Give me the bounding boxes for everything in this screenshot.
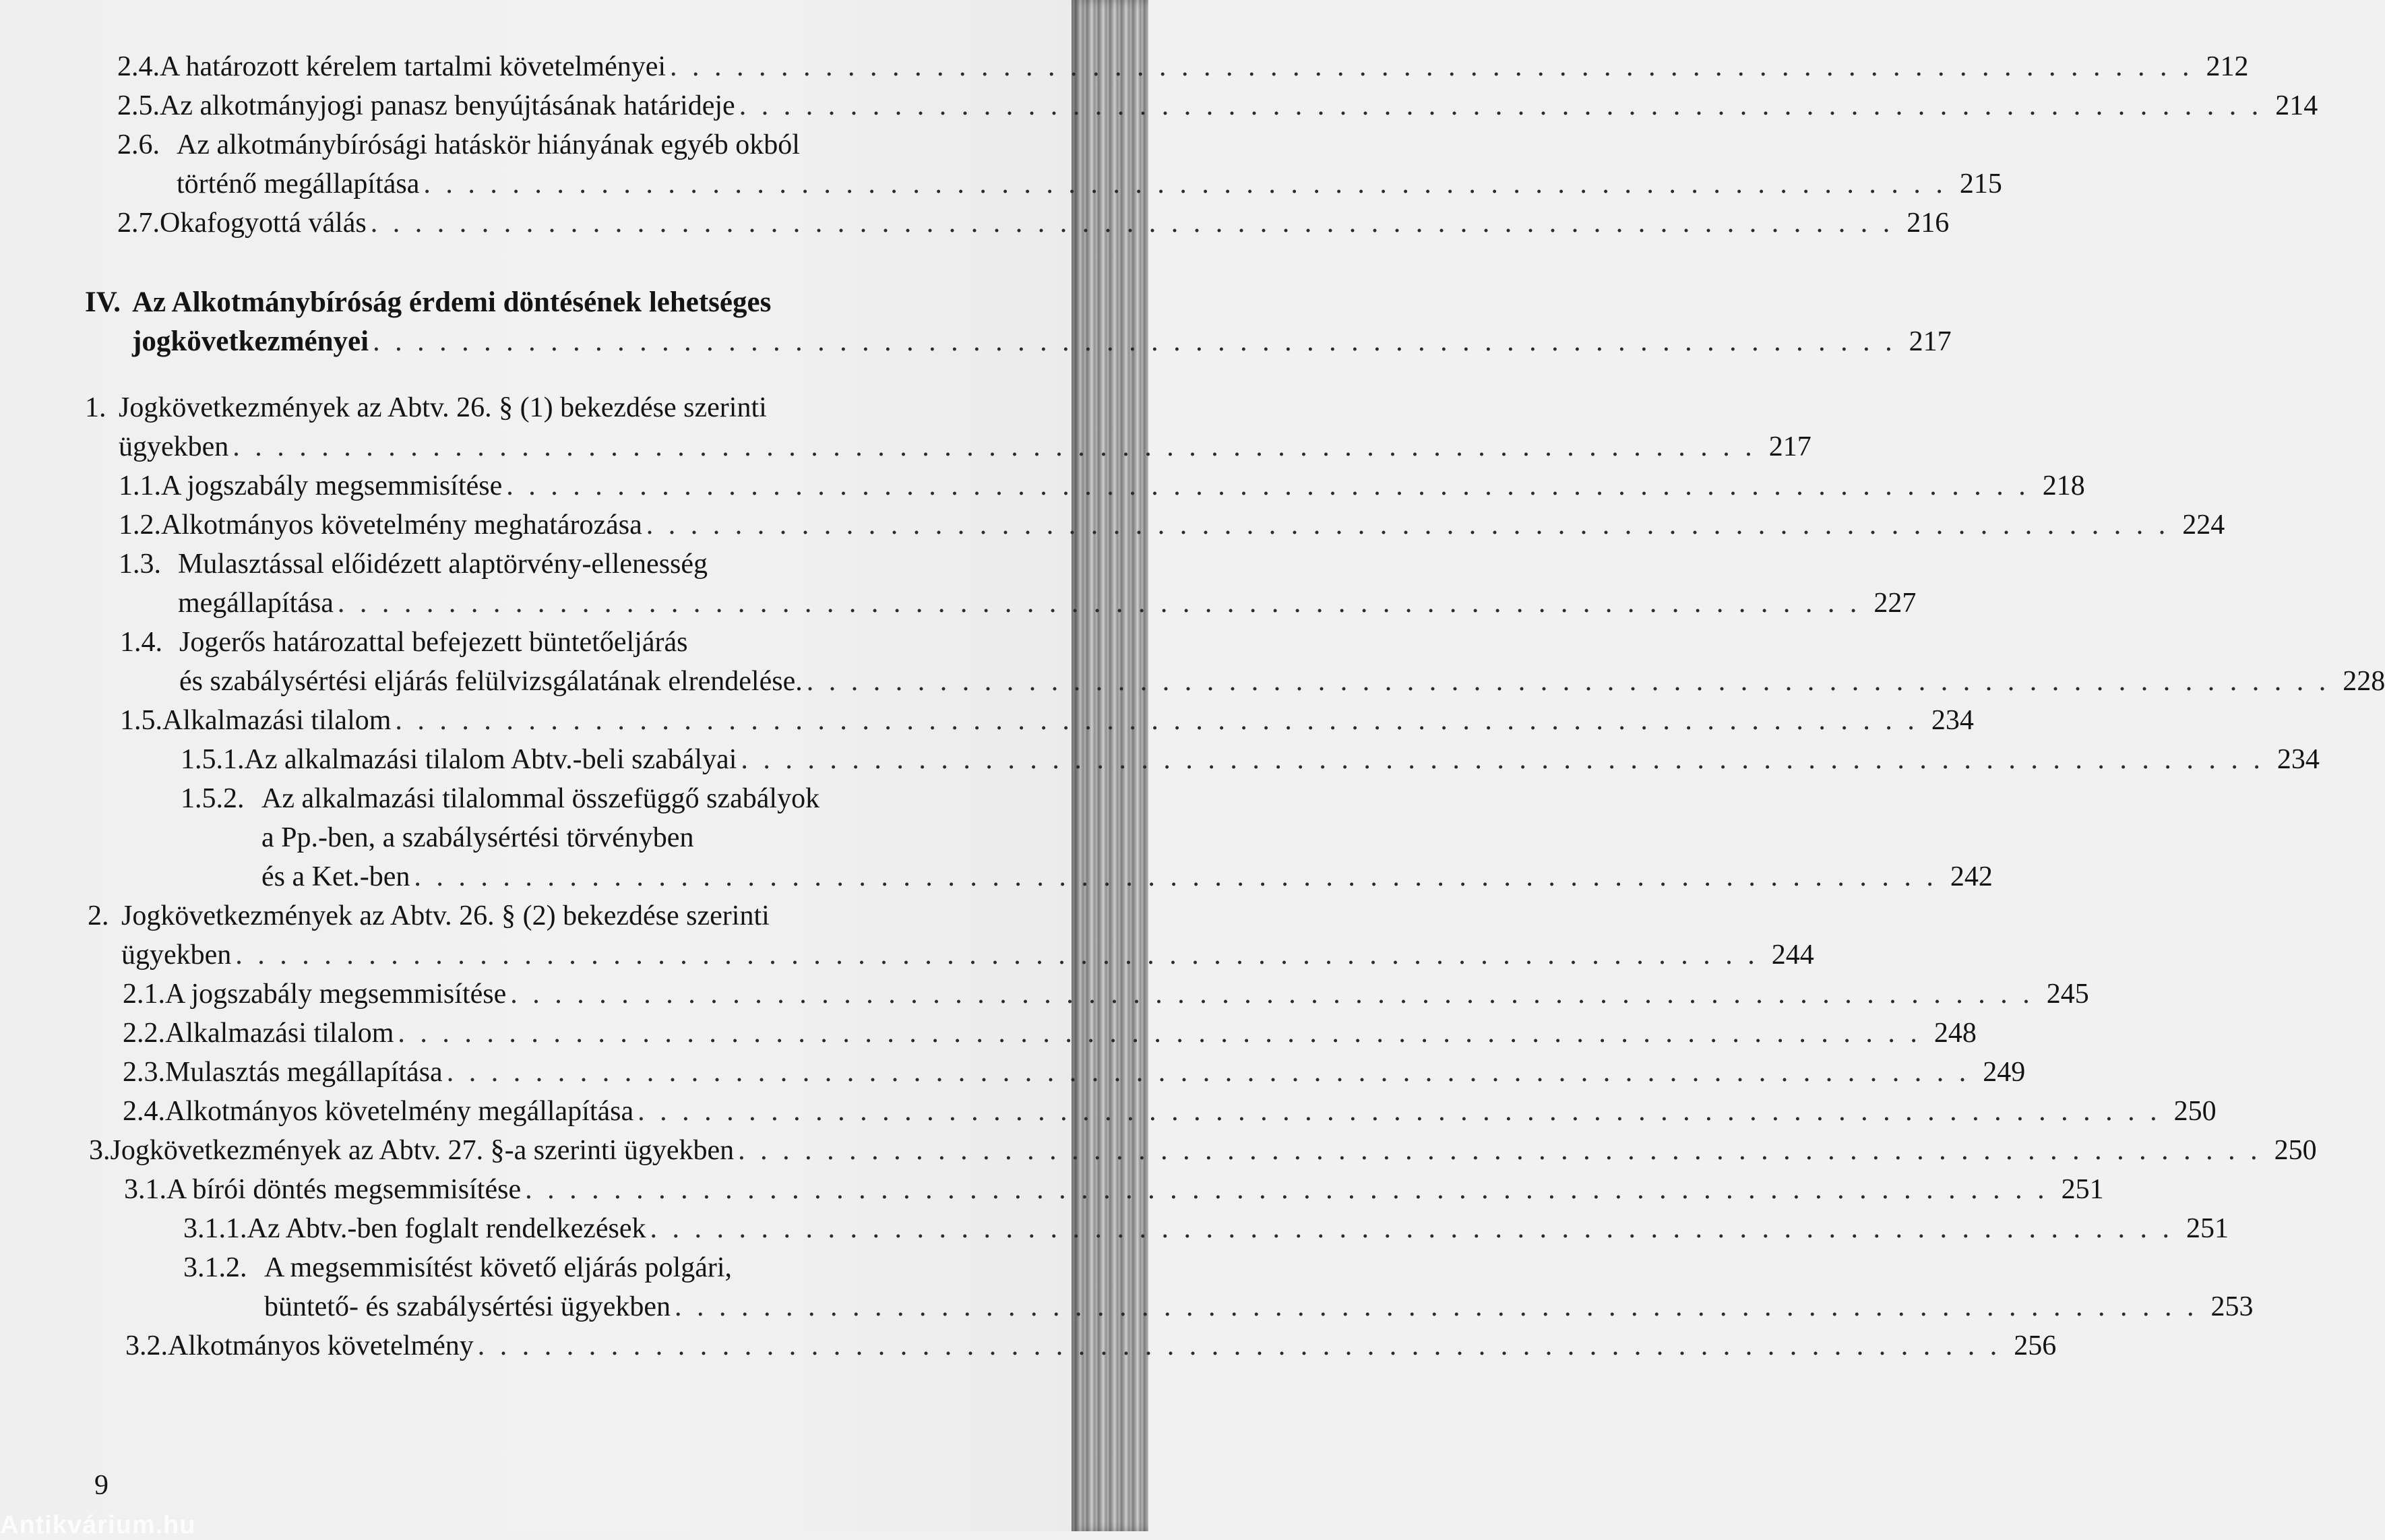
toc-entry-title-line — [183, 1248, 732, 1287]
toc-entry — [117, 47, 2249, 86]
toc-entry-number: 1.5.1. — [181, 744, 245, 775]
leader-dots: . . . . . . . . . . . . . . . . . . . . . . . . . . . . . . . . . . . . . . . . . . . . . . . . . . . . . . . . . . . . . . . . . . . . . — [741, 744, 2264, 775]
toc-entry-number: 1. — [85, 392, 106, 423]
toc-entry-number: 1.5. — [120, 705, 162, 736]
toc-entry-title: Alkotmányos követelmény meghatározása — [161, 510, 642, 541]
toc-entry-title-line — [120, 623, 687, 662]
leader-dots: . . . . . . . . . . . . . . . . . . . . . . . . . . . . . . . . . . . . . . . . . . . . . . . . . . . . . . . . . . . . . . . . . . . . . — [739, 90, 2263, 121]
toc-entry — [179, 662, 2385, 701]
toc-entry-title-line — [88, 896, 770, 935]
toc-entry-title: Az alkotmánybírósági hatáskör hiányának egyéb okból — [177, 129, 800, 160]
chapter-number: IV. — [85, 286, 121, 318]
toc-entry-page: 212 — [2206, 51, 2249, 82]
toc-entry-title: Jogkövetkezmények az Abtv. 26. § (1) bekezdése szerinti — [119, 392, 767, 423]
toc-entry-page: 250 — [2173, 1096, 2217, 1127]
toc-entry-number: 2.4. — [117, 51, 160, 82]
leader-dots: . . . . . . . . . . . . . . . . . . . . . . . . . . . . . . . . . . . . . . . . . . . . . . . . . . . . . . . . . . . . . . . . . . . . . — [398, 1018, 1921, 1049]
toc-entry-title: A bírói döntés megsemmisítése — [166, 1174, 522, 1205]
leader-dots: . . . . . . . . . . . . . . . . . . . . . . . . . . . . . . . . . . . . . . . . . . . . . . . . . . . . . . . . . . . . . . . . . . . . . — [233, 431, 1756, 462]
leader-dots: . . . . . . . . . . . . . . . . . . . . . . . . . . . . . . . . . . . . . . . . . . . . . . . . . . . . . . . . . . . . . . . . . . . . . — [395, 705, 1919, 736]
toc-entry-page: 245 — [2046, 979, 2089, 1010]
toc-entry-number: 2.7. — [117, 208, 160, 239]
toc-entry-title-line — [117, 125, 800, 164]
leader-dots: . . . . . . . . . . . . . . . . . . . . . . . . . . . . . . . . . . . . . . . . . . . . . . . . . . . . . . . . . . . . . . . . . . . . . — [337, 588, 1861, 619]
toc-entry-title-continued: ügyekben — [121, 940, 232, 971]
leader-dots: . . . . . . . . . . . . . . . . . . . . . . . . . . . . . . . . . . . . . . . . . . . . . . . . . . . . . . . . . . . . . . . . . . . . . — [674, 1291, 2198, 1322]
toc-entry-title-continued: megállapítása — [178, 588, 334, 619]
toc-entry-page: 228 — [2343, 666, 2385, 697]
toc-entry-title-continued: a Pp.-ben, a szabálysértési törvényben — [261, 822, 694, 853]
toc-entry-title: Alkalmazási tilalom — [162, 705, 392, 736]
toc-entry — [117, 204, 1950, 243]
toc-entry-number: 2. — [88, 900, 109, 931]
toc-entry — [119, 466, 2085, 505]
toc-entry-page: 227 — [1873, 588, 1917, 619]
toc-entry-title: Az alkotmányjogi panasz benyújtásának határideje — [160, 90, 735, 121]
leader-dots: . . . . . . . . . . . . . . . . . . . . . . . . . . . . . . . . . . . . . . . . . . . . . . . . . . . . . . . . . . . . . . . . . . . . . — [370, 208, 1894, 239]
toc-entry-title-line — [181, 779, 819, 818]
leader-dots: . . . . . . . . . . . . . . . . . . . . . . . . . . . . . . . . . . . . . . . . . . . . . . . . . . . . . . . . . . . . . . . . . . . . . — [525, 1174, 2049, 1205]
toc-entry-title: Alkotmányos követelmény megállapítása — [165, 1096, 634, 1127]
toc-entry-title: A jogszabály megsemmisítése — [161, 470, 503, 501]
leader-dots: . . . . . . . . . . . . . . . . . . . . . . . . . . . . . . . . . . . . . . . . . . . . . . . . . . . . . . . . . . . . . . . . . . . . . — [650, 1213, 2174, 1244]
leader-dots: . . . . . . . . . . . . . . . . . . . . . . . . . . . . . . . . . . . . . . . . . . . . . . . . . . . . . . . . . . . . . . . . . . . . . — [373, 326, 1896, 357]
leader-dots: . . . . . . . . . . . . . . . . . . . . . . . . . . . . . . . . . . . . . . . . . . . . . . . . . . . . . . . . . . . . . . . . . . . . . — [477, 1330, 2002, 1361]
chapter-title: Az Alkotmánybíróság érdemi döntésének lehetséges — [132, 286, 772, 318]
toc-entry-page: 251 — [2186, 1213, 2229, 1244]
toc-entry-title-line — [85, 388, 767, 427]
toc-entry-title: A megsemmisítést követő eljárás polgári, — [264, 1252, 733, 1283]
toc-entry — [120, 701, 1974, 740]
chapter-title-continued: jogkövetkezményei — [132, 326, 369, 357]
toc-entry-page: 217 — [1768, 431, 1811, 462]
toc-entry — [121, 935, 1814, 975]
toc-entry-title: Jogkövetkezmények az Abtv. 27. §-a szerinti ügyekben — [110, 1135, 735, 1166]
toc-entry — [119, 505, 2225, 545]
toc-entry-number: 3.1.1. — [183, 1213, 247, 1244]
toc-entry — [181, 740, 2320, 779]
toc-entry — [123, 1053, 2026, 1092]
toc-entry-title: Az alkalmazási tilalommal összefüggő szabályok — [261, 783, 820, 814]
toc-entry-number: 2.1. — [123, 979, 165, 1010]
toc-entry — [261, 857, 1993, 896]
toc-entry-number: 3.2. — [125, 1330, 168, 1361]
chapter-heading — [85, 283, 771, 322]
leader-dots: . . . . . . . . . . . . . . . . . . . . . . . . . . . . . . . . . . . . . . . . . . . . . . . . . . . . . . . . . . . . . . . . . . . . . — [510, 979, 2034, 1010]
toc-entry-number: 3.1. — [124, 1174, 166, 1205]
toc-entry-title: Jogerős határozattal befejezett büntetőeljárás — [179, 627, 688, 658]
leader-dots: . . . . . . . . . . . . . . . . . . . . . . . . . . . . . . . . . . . . . . . . . . . . . . . . . . . . . . . . . . . . . . . . . . . . . — [638, 1096, 2161, 1127]
toc-entry-title: A határozott kérelem tartalmi követelményei — [160, 51, 667, 82]
toc-entry-title: Alkotmányos követelmény — [168, 1330, 474, 1361]
toc-entry-page: 242 — [1950, 861, 1993, 892]
toc-entry — [177, 164, 2002, 204]
leader-dots: . . . . . . . . . . . . . . . . . . . . . . . . . . . . . . . . . . . . . . . . . . . . . . . . . . . . . . . . . . . . . . . . . . . . . — [806, 666, 2330, 697]
toc-entry-page: 217 — [1909, 326, 1952, 357]
toc-entry-page: 251 — [2061, 1174, 2104, 1205]
toc-entry-title: Az Abtv.-ben foglalt rendelkezések — [247, 1213, 646, 1244]
toc-entry-page: 215 — [1959, 168, 2002, 199]
toc-entry — [183, 1209, 2229, 1248]
watermark: Antikvárium.hu — [0, 1511, 196, 1539]
toc-entry-title: Az alkalmazási tilalom Abtv.-beli szabályai — [244, 744, 737, 775]
toc-entry-page: 249 — [1983, 1057, 2026, 1088]
toc-entry-title: Okafogyottá válás — [160, 208, 367, 239]
page-number: 9 — [94, 1470, 109, 1501]
toc-entry-number: 3.1.2. — [183, 1252, 247, 1283]
toc-entry-number: 3. — [89, 1135, 111, 1166]
toc-entry-page: 214 — [2275, 90, 2318, 121]
toc-entry-page: 234 — [1931, 705, 1974, 736]
toc-entry-number: 1.5.2. — [181, 783, 245, 814]
toc-entry-number: 2.6. — [117, 129, 160, 160]
toc-entry — [124, 1170, 2104, 1209]
toc-entry — [123, 975, 2089, 1014]
toc-entry-number: 2.2. — [123, 1018, 165, 1049]
toc-entry-title-continued: történő megállapítása — [177, 168, 420, 199]
toc-entry-page: 234 — [2276, 744, 2320, 775]
toc-entry-number: 1.2. — [119, 510, 161, 541]
toc-entry-title-line — [261, 818, 693, 857]
toc-entry — [123, 1092, 2217, 1131]
toc-entry-page: 253 — [2210, 1291, 2254, 1322]
toc-entry-page: 218 — [2042, 470, 2085, 501]
toc-entry-title: Jogkövetkezmények az Abtv. 26. § (2) bekezdése szerinti — [121, 900, 770, 931]
leader-dots: . . . . . . . . . . . . . . . . . . . . . . . . . . . . . . . . . . . . . . . . . . . . . . . . . . . . . . . . . . . . . . . . . . . . . — [670, 51, 2194, 82]
toc-entry-title-line — [119, 545, 708, 584]
toc-entry-number: 2.5. — [117, 90, 160, 121]
leader-dots: . . . . . . . . . . . . . . . . . . . . . . . . . . . . . . . . . . . . . . . . . . . . . . . . . . . . . . . . . . . . . . . . . . . . . — [738, 1135, 2262, 1166]
toc-entry — [132, 322, 1952, 361]
toc-entry-title-continued: büntető- és szabálysértési ügyekben — [264, 1291, 671, 1322]
leader-dots: . . . . . . . . . . . . . . . . . . . . . . . . . . . . . . . . . . . . . . . . . . . . . . . . . . . . . . . . . . . . . . . . . . . . . — [235, 940, 1759, 971]
toc-entry-title: A jogszabály megsemmisítése — [165, 979, 507, 1010]
toc-entry-title: Alkalmazási tilalom — [165, 1018, 394, 1049]
toc-entry-title: Mulasztás megállapítása — [165, 1057, 443, 1088]
toc-entry-page: 224 — [2182, 510, 2225, 541]
toc-entry-number: 2.3. — [123, 1057, 165, 1088]
toc-entry-number: 1.3. — [119, 549, 161, 580]
toc-entry — [264, 1287, 2254, 1326]
toc-entry — [125, 1326, 2057, 1365]
toc-entry-page: 248 — [1933, 1018, 1977, 1049]
toc-entry-title-continued: ügyekben — [119, 431, 229, 462]
toc-entry — [123, 1014, 1977, 1053]
toc-entry-title: Mulasztással előidézett alaptörvény-ellenesség — [178, 549, 708, 580]
leader-dots: . . . . . . . . . . . . . . . . . . . . . . . . . . . . . . . . . . . . . . . . . . . . . . . . . . . . . . . . . . . . . . . . . . . . . — [506, 470, 2030, 501]
leader-dots: . . . . . . . . . . . . . . . . . . . . . . . . . . . . . . . . . . . . . . . . . . . . . . . . . . . . . . . . . . . . . . . . . . . . . — [423, 168, 1947, 199]
toc-entry — [89, 1131, 2317, 1170]
leader-dots: . . . . . . . . . . . . . . . . . . . . . . . . . . . . . . . . . . . . . . . . . . . . . . . . . . . . . . . . . . . . . . . . . . . . . — [446, 1057, 1971, 1088]
toc-entry — [178, 584, 1917, 623]
toc-entry-number: 2.4. — [123, 1096, 165, 1127]
toc-entry-page: 216 — [1907, 208, 1950, 239]
leader-dots: . . . . . . . . . . . . . . . . . . . . . . . . . . . . . . . . . . . . . . . . . . . . . . . . . . . . . . . . . . . . . . . . . . . . . — [414, 861, 1938, 892]
toc-entry-page: 244 — [1771, 940, 1814, 971]
toc-entry-page: 250 — [2274, 1135, 2317, 1166]
toc-entry-page: 256 — [2014, 1330, 2057, 1361]
toc-entry-number: 1.1. — [119, 470, 161, 501]
toc-entry — [119, 427, 1811, 466]
toc-entry — [117, 86, 2318, 125]
toc-entry-title-continued: és szabálysértési eljárás felülvizsgálatának elrendelése. — [179, 666, 803, 697]
toc-entry-title-continued: és a Ket.-ben — [261, 861, 410, 892]
toc-entry-number: 1.4. — [120, 627, 162, 658]
leader-dots: . . . . . . . . . . . . . . . . . . . . . . . . . . . . . . . . . . . . . . . . . . . . . . . . . . . . . . . . . . . . . . . . . . . . . — [646, 510, 2170, 541]
